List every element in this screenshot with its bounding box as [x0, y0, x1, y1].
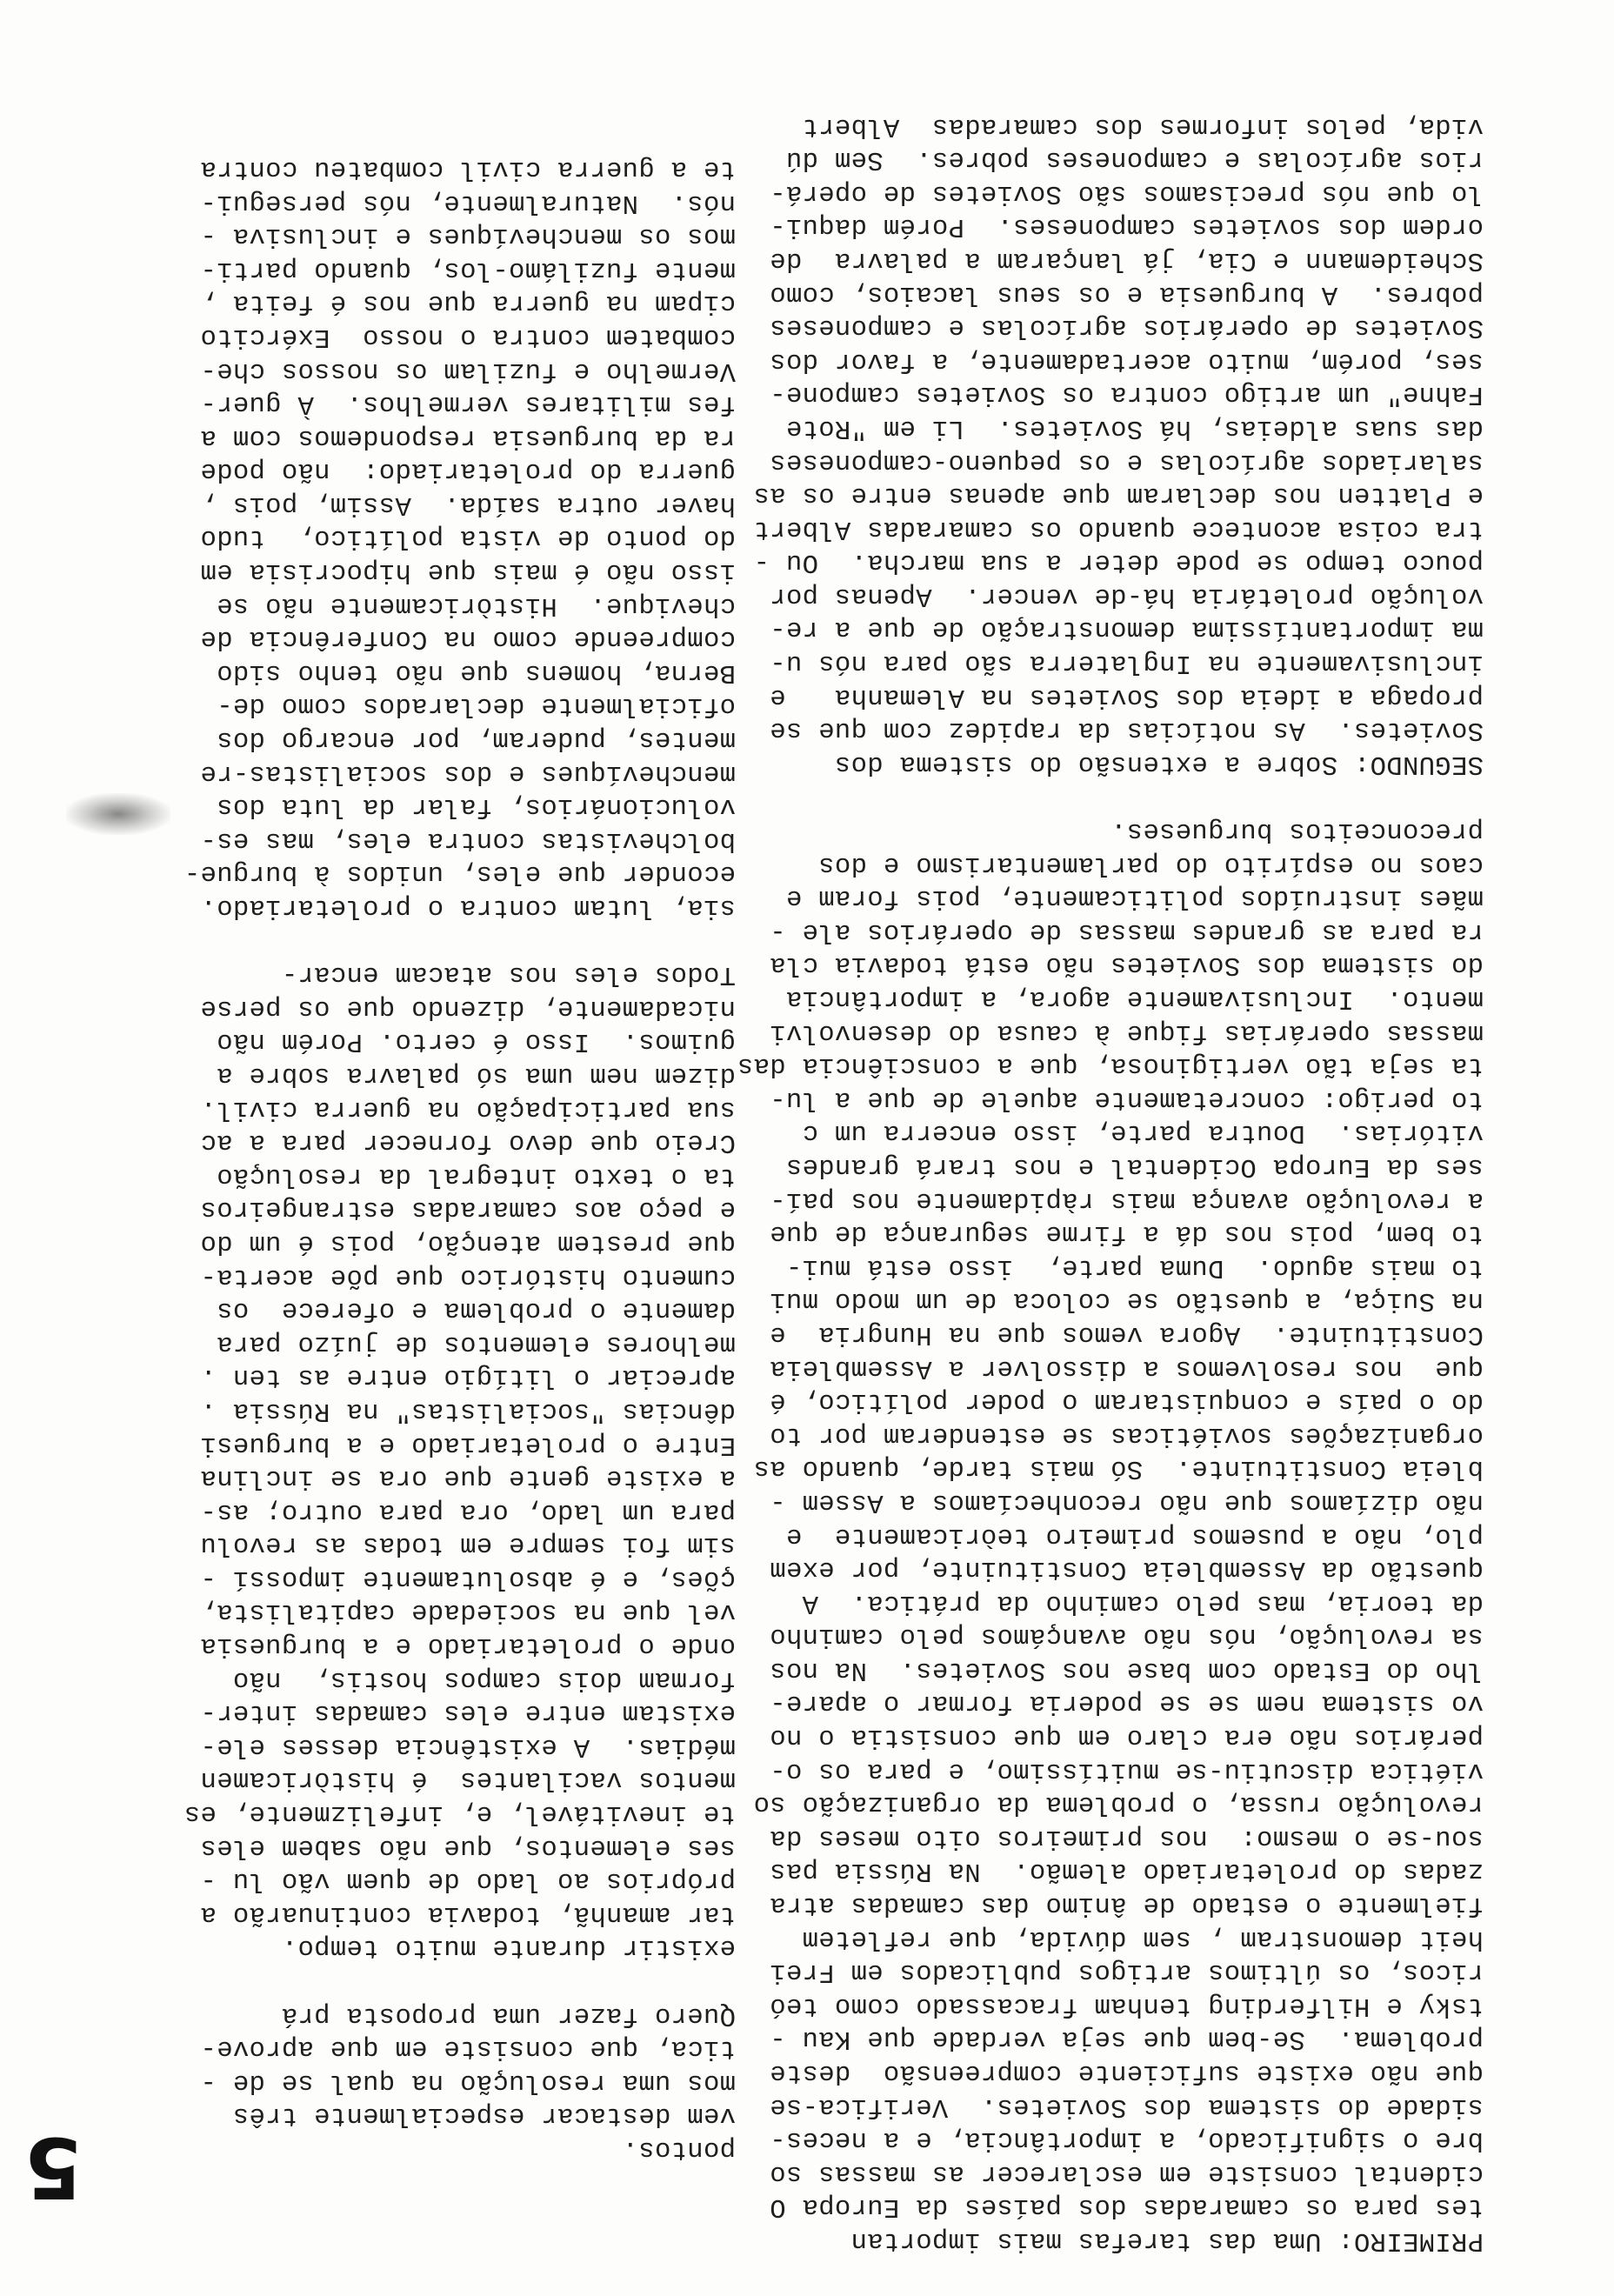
- text-line: mentes, puderam, por encargo dos: [216, 724, 736, 755]
- text-line: sua participação na guerra civil.: [200, 1093, 736, 1124]
- text-line: revolução russa, o problema da organização so: [753, 1789, 1484, 1819]
- text-line: apreciar o litígio entre as ten .: [200, 1362, 736, 1392]
- text-line: vida, pelos informes dos camaradas Albert: [802, 110, 1484, 141]
- text-line: plo, não a pusemos primeiro teòricamente e: [785, 1520, 1484, 1551]
- text-line: que não existe suficiente compreensão deste: [769, 2058, 1484, 2088]
- text-line: problema. Se-bem que seja verdade que Kau -: [769, 2024, 1484, 2054]
- text-line: bleia Constituinte. Só mais tarde, quando as: [753, 1453, 1484, 1484]
- text-line: Todos eles nos atacam encar-: [281, 959, 736, 990]
- text-line: e Platten nos declaram que apenas entre os as: [753, 480, 1484, 511]
- text-line: econder que eles, unidos à burgue-: [183, 858, 736, 889]
- text-line: ma importantíssima demonstração de que a re-: [769, 614, 1484, 644]
- text-line: pontos.: [622, 2134, 736, 2164]
- text-line: dizem nem uma só palavra sobre a: [216, 1060, 736, 1090]
- text-line: para um lado, ora para outro; as-: [200, 1496, 736, 1526]
- text-line: do ponto de vista político, tudo: [200, 523, 736, 553]
- left-text-column: [737, 109, 1484, 2257]
- text-line: bre o significado, a importância, e a neces-: [769, 2125, 1484, 2155]
- text-line: Fahne" um artigo contra os Sovietes campone-: [769, 379, 1484, 410]
- text-line: tar amanhã, todavia continuarão a: [200, 1899, 736, 1929]
- text-line: [737, 780, 1484, 814]
- text-line: to perigo: concretamente aquele de que a lu-: [769, 1084, 1484, 1114]
- text-line: vem destacar especialmente três: [232, 2100, 736, 2131]
- text-line: ra para as grandes massas de operários ale -: [769, 916, 1484, 946]
- text-line: Creio que devo fornecer para a ac: [200, 1127, 736, 1158]
- text-line: fielmente o estado de ânimo das camadas atra: [769, 1890, 1484, 1920]
- text-line: heit demonstram , sem dúvida, que refletem: [802, 1923, 1484, 1953]
- text-line: tica, que consiste em que aprove-: [200, 2033, 736, 2064]
- text-line: melhores elementos de juízo para: [216, 1328, 736, 1358]
- text-line: perários não era claro em que consistia o no: [769, 1722, 1484, 1752]
- text-line: mentos vacilantes é històricamen: [200, 1765, 736, 1795]
- text-line: não dizíamos que não reconhecíamos a Assem -: [769, 1486, 1484, 1517]
- text-line: guimos. Isso é certo. Porém não: [216, 1026, 736, 1057]
- text-line: Berna, homens que não tenho sido: [216, 657, 736, 687]
- text-line: que nos resolvemos a dissolver a Assembleia: [769, 1352, 1484, 1383]
- text-line: inclusivamente na Inglaterra são para nós u-: [769, 648, 1484, 678]
- text-line: cumento histórico que põe acerta-: [200, 1261, 736, 1292]
- text-line: pobres. A burguesia e os seus lacaios, como: [769, 278, 1484, 309]
- text-line: lho do Estado com base nos Sovietes. Na nos: [769, 1654, 1484, 1685]
- text-line: Sovietes de operários agrícolas e camponeses: [769, 312, 1484, 343]
- text-line: do sistema dos Sovietes não está todavia cla: [769, 950, 1484, 980]
- text-line: da teoria, mas pelo caminho da prática. A: [802, 1587, 1484, 1618]
- text-line: vel que na sociedade capitalista,: [200, 1597, 736, 1627]
- text-line: sim foi sempre em todas as revolu: [200, 1530, 736, 1560]
- text-line: na Suiça, a questão se coloca de um modo mui: [769, 1285, 1484, 1316]
- text-line: existir durante muito tempo.: [281, 1932, 736, 1963]
- text-line: damente o problema e oferece os: [216, 1295, 736, 1325]
- text-line: Vermelho e fuzilam os nossos che-: [200, 355, 736, 385]
- text-line: zadas do proletariado alemão. Na Rússia pas: [769, 1856, 1484, 1886]
- text-line: ses elementos, que não sabem eles: [200, 1832, 736, 1862]
- text-line: Scheidemann e Cia, já lançaram a palavra de: [769, 244, 1484, 275]
- text-line: cidental consiste em esclarecer as massas so: [769, 2158, 1484, 2188]
- text-line: chevique. Històricamente não se: [216, 590, 736, 620]
- text-line: te inevitável, e, infelizmente, es: [183, 1799, 736, 1829]
- text-line: cipam na guerra que nos é feita ,: [200, 288, 736, 318]
- text-line: Constituinte. Agora vemos que na Hungria e: [769, 1318, 1484, 1349]
- text-line: PRIMEIRO: Uma das tarefas mais importan: [850, 2226, 1484, 2255]
- text-line: Sovietes. As notícias da rapidez com que se: [769, 715, 1484, 745]
- text-line: ta o texto integral da resolução: [216, 1160, 736, 1191]
- ink-smudge: [66, 793, 170, 835]
- text-line: compreende como na Conferência de: [200, 624, 736, 654]
- text-line: do o país e conquistaram o poder político, é: [769, 1386, 1484, 1417]
- text-line: oficialmente declarados como de-: [216, 691, 736, 721]
- text-line: mães instruídos politicamente, pois foram e: [785, 883, 1484, 913]
- text-line: preconceitos burgueses.: [1110, 816, 1484, 846]
- text-line: salariados agrícolas e os pequeno-camponeses: [769, 446, 1484, 477]
- text-line: que prestem atenção, pois é um do: [200, 1227, 736, 1258]
- text-line: ta seja tão vertiginosa, que a consciência das: [737, 1051, 1484, 1081]
- text-line: ses da Europa Ocidental e nos trará grandes: [785, 1151, 1484, 1181]
- text-line: e peço aos camaradas estrangeiros: [200, 1194, 736, 1225]
- text-line: vo sistema nem se se poderia formar o apare-: [769, 1688, 1484, 1719]
- text-line: to bem, pois nos dá a firme segurança de que: [769, 1218, 1484, 1249]
- text-line: mos os menchevíques e inclusiva -: [200, 221, 736, 251]
- text-line: guerra do proletariado: não pode: [200, 456, 736, 486]
- text-line: a revolução avança mais ràpidamente nos paí-: [769, 1185, 1484, 1215]
- text-line: to mais agudo. Duma parte, isso está mui-: [785, 1251, 1484, 1282]
- text-line: ses, porém, muito acertadamente, a favor dos: [769, 345, 1484, 376]
- text-line: [184, 924, 736, 958]
- text-line: tsky e Hilferding tenham fracassado como teó: [769, 1990, 1484, 2020]
- text-line: menchevíques e dos socialistas-re: [200, 758, 736, 788]
- text-line: nicadamente, dizendo que os perse: [200, 992, 736, 1023]
- page-number: 5: [24, 2119, 83, 2216]
- text-line: nós. Naturalmente, nós persegui-: [200, 187, 736, 217]
- text-line: fes militares vermelhos. À guer-: [200, 389, 736, 419]
- text-line: lo que nós precisamos são Sovietes de operá-: [769, 177, 1484, 208]
- text-line: onde o proletariado e a burguesia: [200, 1631, 736, 1661]
- text-line: combatem contra o nosso Exército: [200, 321, 736, 351]
- text-line: sou-se o mesmo: nos primeiros oito meses da: [769, 1822, 1484, 1852]
- text-line: tes para os camaradas dos países da Europa O: [769, 2192, 1484, 2222]
- text-line: volucionários, falar da luta dos: [216, 791, 736, 822]
- text-line: mente fuzilámo-los, quando parti-: [200, 254, 736, 284]
- text-line: massas operárias fique à causa do desenvolvi: [769, 1017, 1484, 1047]
- text-line: rios agrícolas e camponeses pobres. Sem dú: [785, 144, 1484, 175]
- text-line: ra da burguesia respondemos com a: [200, 422, 736, 452]
- text-line: vitórias. Doutra parte, isso encerra um c: [802, 1118, 1484, 1148]
- text-line: haver outra saída. Assim, pois ,: [200, 489, 736, 519]
- text-line: sidade do sistema dos Sovietes. Verifica-se: [769, 2091, 1484, 2121]
- text-line: mos uma resolução na qual se de -: [200, 2066, 736, 2097]
- text-line: questão da Assembleia Constituinte, por exem: [769, 1554, 1484, 1585]
- text-line: te a guerra civil combateu contra: [200, 153, 736, 184]
- text-line: existam entre eles camadas inter-: [200, 1698, 736, 1728]
- text-line: Quero fazer uma proposta prá: [281, 1999, 736, 2030]
- text-line: ordem dos sovietes camponeses. Porém daqui-: [769, 211, 1484, 242]
- text-line: mento. Inclusivamente agora, a importância: [785, 984, 1484, 1014]
- text-line: SEGUNDO: Sobre a extensão do sistema dos: [834, 748, 1484, 778]
- text-line: [184, 1964, 736, 1998]
- text-line: Entre o proletariado e a burguesi: [200, 1429, 736, 1459]
- text-line: a existe gente que ora se inclina: [200, 1463, 736, 1493]
- text-line: isso não é mais que hipocrisia em: [200, 557, 736, 587]
- text-line: pouco tempo se pode deter a sua marcha. Ou -: [753, 547, 1484, 577]
- text-line: organizações soviéticas se estenderam por to: [769, 1419, 1484, 1450]
- right-text-column: [184, 151, 736, 2166]
- text-line: propaga a ideia dos Sovietes na Alemanha e: [769, 681, 1484, 711]
- text-line: próprios ao lado de quem vão lu -: [200, 1866, 736, 1896]
- text-line: viética discutiu-se muitíssimo, e para os o-: [769, 1755, 1484, 1785]
- text-line: formam dois campos hostis, não: [232, 1664, 736, 1694]
- text-line: volução proletária há-de vencer. Apenas por: [769, 580, 1484, 611]
- text-line: sia, lutam contra o proletariado.: [200, 892, 736, 923]
- text-line: dências "socialistas" na Rússia .: [200, 1395, 736, 1425]
- text-line: ções, e é absolutamente impossí -: [200, 1563, 736, 1593]
- text-line: ricos, os últimos artigos publicados em Frei: [769, 1957, 1484, 1987]
- text-line: médias. A existência desses ele-: [200, 1731, 736, 1761]
- text-line: tra coisa acontece quando os camaradas Albert: [753, 513, 1484, 544]
- text-line: das suas aldeias, há Sovietes. Li em "Rote: [785, 412, 1484, 443]
- text-line: sa revolução, nós não avançámos pelo caminho: [769, 1621, 1484, 1652]
- text-line: caos no espírito do parlamentarismo e dos: [817, 849, 1484, 879]
- text-line: bolchevistas contra eles, mas es-: [200, 824, 736, 855]
